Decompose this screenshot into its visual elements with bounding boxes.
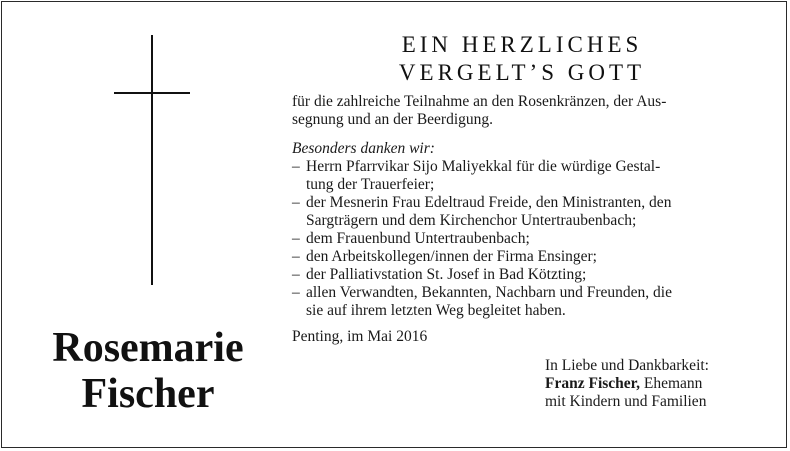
obituary-card: [1, 1, 787, 448]
thanks-item-line: – allen Verwandten, Bekannten, Nachbarn und Freunden, die: [306, 284, 672, 301]
thanks-item-line: – Herrn Pfarrvikar Sijo Maliyekkal für die würdige Gestal-: [306, 158, 661, 175]
thanks-item: [292, 248, 754, 266]
thanks-title: Besonders danken wir:: [292, 140, 435, 157]
deceased-last-name: Fischer: [81, 371, 215, 417]
intro-line: segnung und an der Beerdigung.: [292, 111, 494, 128]
thanks-item-line: Sargträgern und dem Kirchenchor Untertraubenbach;: [306, 212, 637, 229]
thanks-list: [292, 158, 754, 320]
thanks-item: [292, 158, 754, 194]
signature-line: In Liebe und Dankbarkeit:: [545, 357, 709, 374]
deceased-first-name: Rosemarie: [52, 325, 244, 371]
signature-name: Franz Fischer,: [545, 375, 640, 392]
thanks-item: [292, 266, 754, 284]
thanks-item: [292, 284, 754, 320]
thanks-item-line: tung der Trauerfeier;: [306, 176, 435, 193]
thanks-item-line: – der Palliativstation St. Josef in Bad Kötzting;: [306, 266, 587, 283]
heading-line-2: VERGELT’S GOTT: [398, 60, 646, 85]
place-date: Penting, im Mai 2016: [292, 328, 428, 345]
cross-icon: [151, 35, 153, 285]
signature-line: [545, 375, 785, 393]
intro-line: für die zahlreiche Teilnahme an den Rosenkränzen, der Aus-: [292, 93, 667, 110]
thanks-item-line: – der Mesnerin Frau Edeltraud Freide, den Ministranten, den: [306, 194, 672, 211]
thanks-item: [292, 230, 754, 248]
signature-role: Ehemann: [640, 375, 703, 392]
signature-block: [545, 357, 785, 411]
heading-line-1: EIN HERZLICHES: [401, 32, 643, 57]
thanks-item-line: – den Arbeitskollegen/innen der Firma Ensinger;: [306, 248, 597, 265]
cross-icon-bar: [114, 92, 190, 94]
thanks-item: [292, 194, 754, 230]
thanks-item-line: sie auf ihrem letzten Weg begleitet haben.: [306, 302, 566, 319]
intro-text: [292, 93, 754, 129]
signature-line: mit Kindern und Familien: [545, 393, 707, 410]
thanks-item-line: – dem Frauenbund Untertraubenbach;: [306, 230, 530, 247]
